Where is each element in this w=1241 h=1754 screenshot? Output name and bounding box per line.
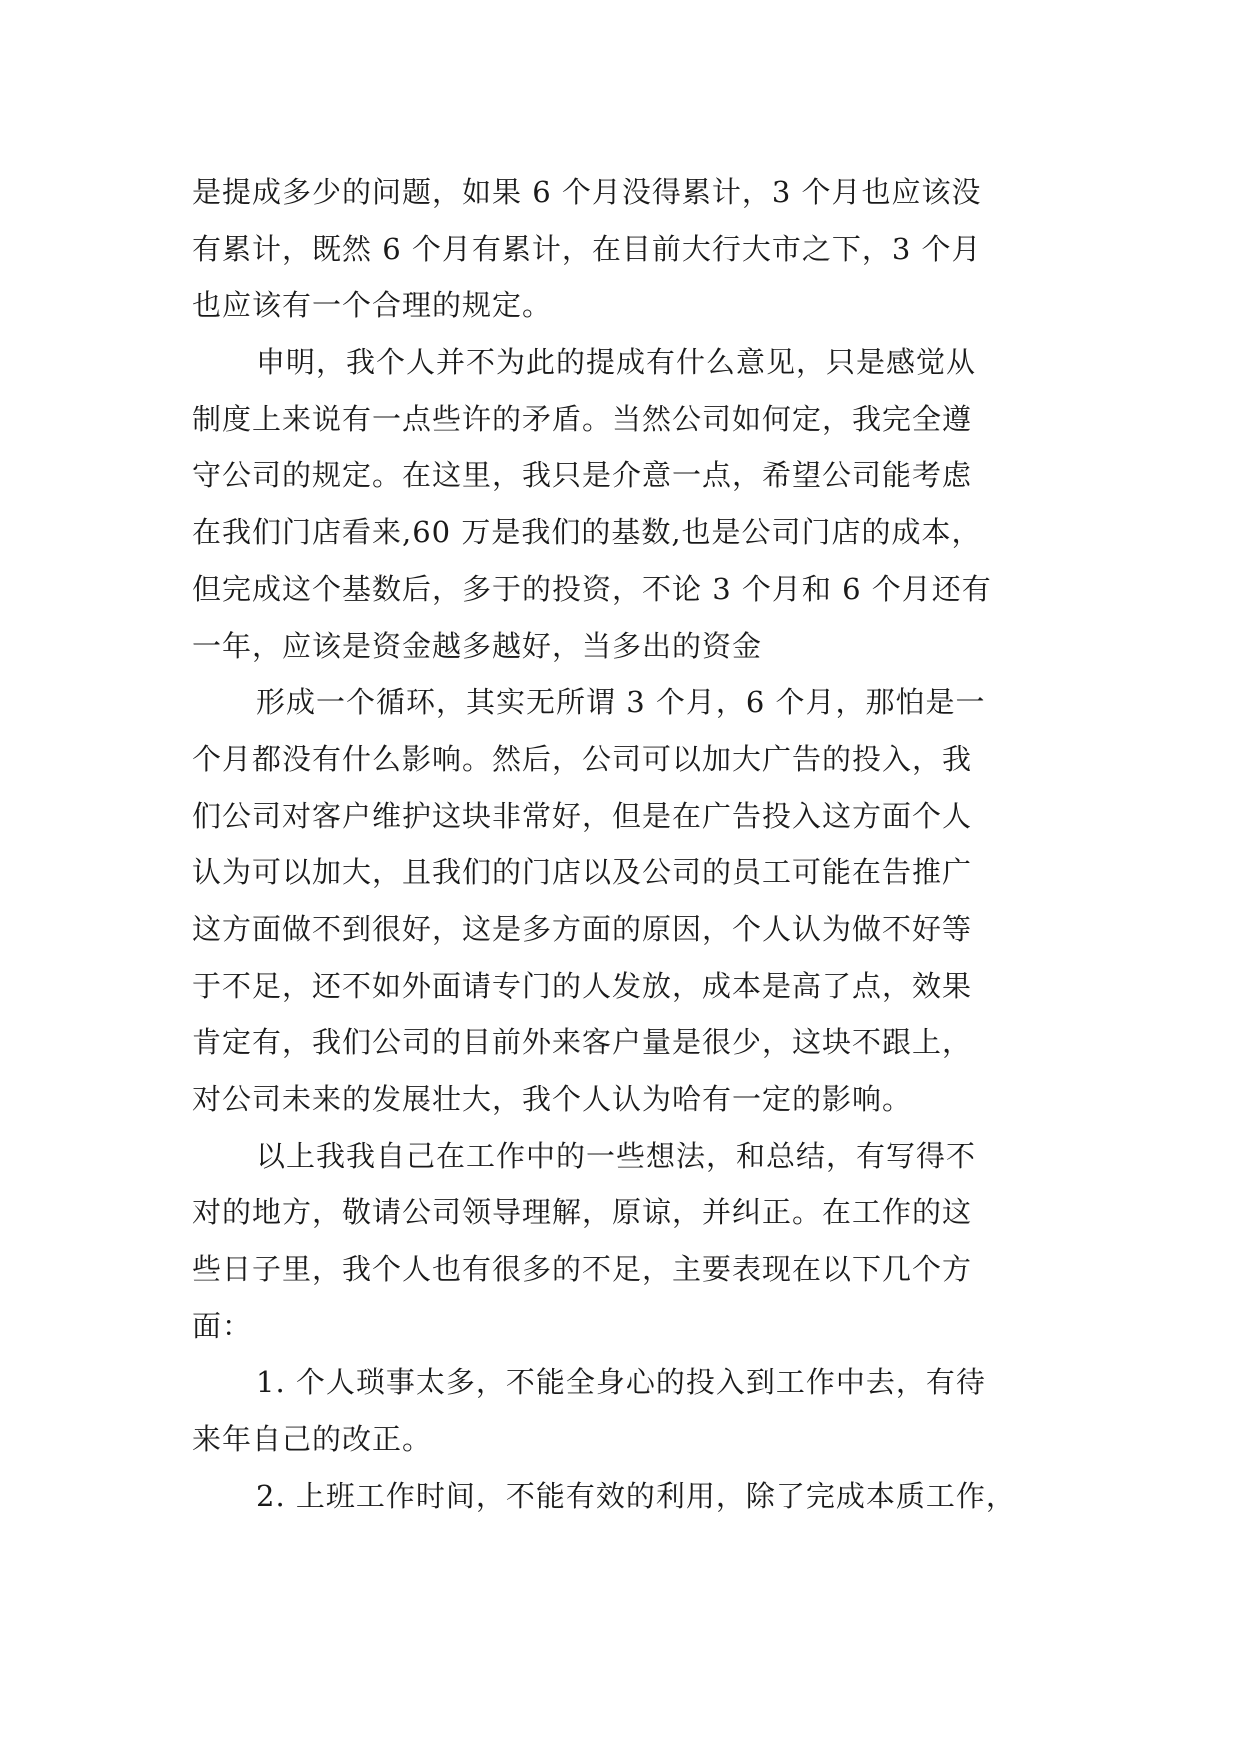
paragraph-start-line: 以上我我自己在工作中的一些想法，和总结，有写得不	[256, 1138, 977, 1173]
list-item-line: 2. 上班工作时间，不能有效的利用，除了完成本质工作，	[256, 1478, 1016, 1513]
text-line: 对公司未来的发展壮大，我个人认为哈有一定的影响。	[192, 1082, 913, 1116]
paragraph-start-line: 申明，我个人并不为此的提成有什么意见，只是感觉从	[256, 345, 977, 380]
text-line: 在我们门店看来,60 万是我们的基数,也是公司门店的成本，	[192, 515, 982, 550]
text-line: 些日子里，我个人也有很多的不足，主要表现在以下几个方	[192, 1252, 973, 1287]
text-line: 守公司的规定。在这里，我只是介意一点，希望公司能考虑	[192, 458, 973, 493]
text-line: 但完成这个基数后，多于的投资，不论 3 个月和 6 个月还有	[192, 571, 992, 606]
text-line: 也应该有一个合理的规定。	[192, 288, 553, 323]
body-text	[192, 164, 1062, 1525]
text-line: 个月都没有什么影响。然后，公司可以加大广告的投入，我	[192, 741, 973, 776]
text-line: 于不足，还不如外面请专门的人发放，成本是高了点，效果	[192, 968, 973, 1003]
paragraph-start-line: 形成一个循环，其实无所谓 3 个月，6 个月，那怕是一	[256, 685, 986, 720]
text-line: 制度上来说有一点些许的矛盾。当然公司如何定，我完全遵	[192, 401, 973, 436]
text-line: 这方面做不到很好，这是多方面的原因，个人认为做不好等	[192, 911, 973, 946]
text-line: 面：	[192, 1308, 253, 1343]
text-line: 肯定有，我们公司的目前外来客户量是很少，这块不跟上，	[192, 1025, 973, 1060]
text-line: 有累计，既然 6 个月有累计，在目前大行大市之下，3 个月	[192, 231, 982, 266]
text-line: 对的地方，敬请公司领导理解，原谅，并纠正。在工作的这	[192, 1195, 973, 1230]
text-line: 们公司对客户维护这块非常好，但是在广告投入这方面个人	[192, 798, 973, 833]
text-line: 认为可以加大，且我们的门店以及公司的员工可能在告推广	[192, 855, 973, 890]
text-line: 来年自己的改正。	[192, 1422, 433, 1457]
text-line: 是提成多少的问题，如果 6 个月没得累计，3 个月也应该没	[192, 175, 982, 209]
list-item-line: 1. 个人琐事太多，不能全身心的投入到工作中去，有待	[256, 1365, 986, 1400]
text-line: 一年，应该是资金越多越好，当多出的资金	[192, 628, 763, 663]
